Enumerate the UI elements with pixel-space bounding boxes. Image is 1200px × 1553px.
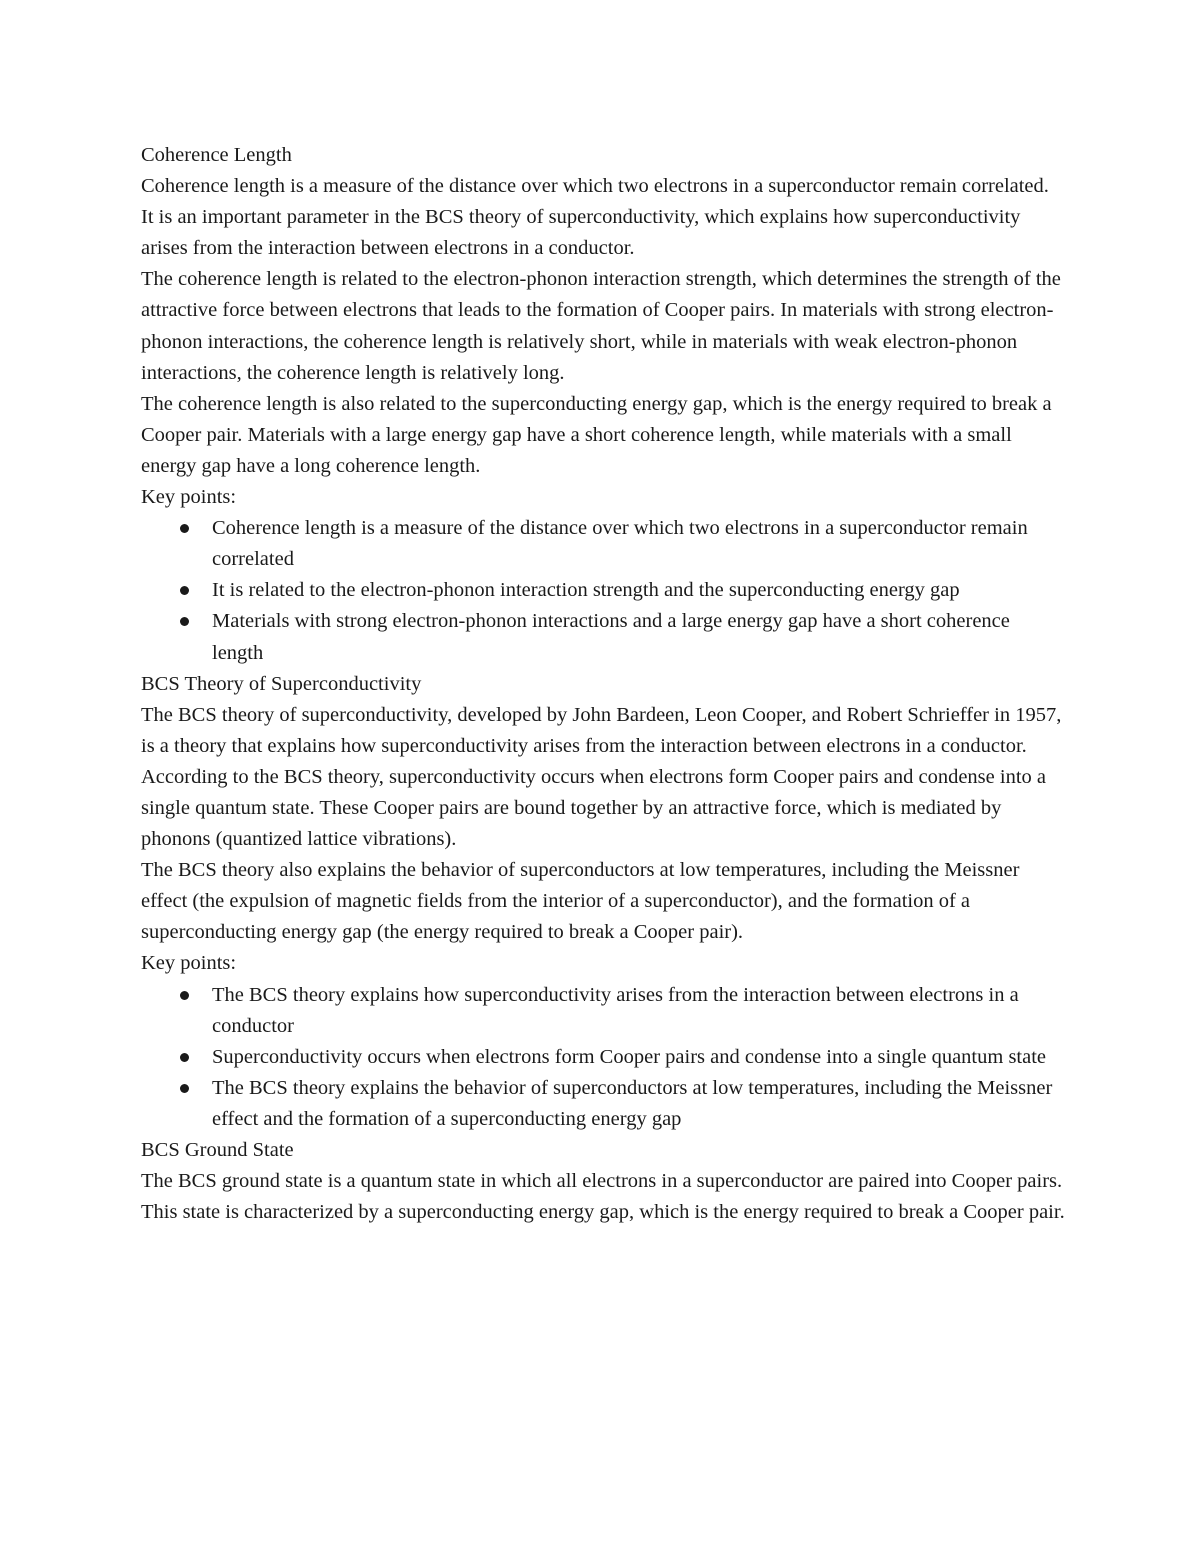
section-heading-bcs-theory: BCS Theory of Superconductivity (141, 672, 422, 695)
paragraph: The coherence length is related to the electron-phonon interaction strength, which determines the strength of the attractive force between electrons that leads to the formation of Cooper pairs. In materials with strong electron-phonon interactions, the coherence length is relatively short, while in materials with weak electron-phonon interactions, the coherence length is relatively long. (141, 268, 1061, 384)
document-body (141, 140, 1066, 1228)
key-points-label: Key points: (141, 486, 237, 509)
paragraph: The BCS theory of superconductivity, developed by John Bardeen, Leon Cooper, and Robert Schrieffer in 1957, is a theory that explains how superconductivity arises from the interaction between electrons in a conductor. (141, 703, 1062, 757)
list-item (212, 606, 1066, 668)
list-item-text: Superconductivity occurs when electrons form Cooper pairs and condense into a single quantum state (212, 1045, 1047, 1068)
list-item-text: It is related to the electron-phonon interaction strength and the superconducting energy gap (212, 579, 960, 602)
list-item-text: Materials with strong electron-phonon interactions and a large energy gap have a short coherence length (212, 610, 1010, 664)
list-item (212, 513, 1066, 575)
paragraph: The coherence length is also related to the superconducting energy gap, which is the energy required to break a Cooper pair. Materials with a large energy gap have a short coherence length, while materials with a small energy gap have a long coherence length. (141, 392, 1052, 477)
bullet-icon (180, 1053, 189, 1062)
section-heading-coherence-length: Coherence Length (141, 144, 292, 166)
section-heading-bcs-ground-state: BCS Ground State (141, 1139, 294, 1161)
list-item-text: Coherence length is a measure of the distance over which two electrons in a superconductor remain correlated (212, 517, 1028, 571)
paragraph: The BCS ground state is a quantum state in which all electrons in a superconductor are paired into Cooper pairs. This state is characterized by a superconducting energy gap, which is the energy required to break a Cooper pair. (141, 1170, 1065, 1224)
paragraph: The BCS theory also explains the behavior of superconductors at low temperatures, including the Meissner effect (the expulsion of magnetic fields from the interior of a superconductor), and the formation of a superconducting energy gap (the energy required to break a Cooper pair). (141, 859, 1020, 944)
list-item (212, 575, 1066, 606)
list-item (212, 1042, 1066, 1073)
bullet-icon (180, 524, 189, 533)
bullet-icon (180, 991, 189, 1000)
key-points-list (141, 980, 1066, 1135)
key-points-list (141, 513, 1066, 668)
list-item-text: The BCS theory explains the behavior of superconductors at low temperatures, including the Meissner effect and the formation of a superconducting energy gap (212, 1076, 1053, 1130)
bullet-icon (180, 1084, 189, 1093)
list-item (212, 1073, 1066, 1135)
bullet-icon (180, 586, 189, 595)
key-points-label: Key points: (141, 952, 237, 975)
bullet-icon (180, 617, 189, 626)
list-item (212, 980, 1066, 1042)
list-item-text: The BCS theory explains how superconductivity arises from the interaction between electrons in a conductor (212, 983, 1019, 1037)
paragraph: According to the BCS theory, superconductivity occurs when electrons form Cooper pairs and condense into a single quantum state. These Cooper pairs are bound together by an attractive force, which is mediated by phonons (quantized lattice vibrations). (141, 765, 1046, 851)
paragraph: Coherence length is a measure of the distance over which two electrons in a superconductor remain correlated. It is an important parameter in the BCS theory of superconductivity, which explains how superconductivity arises from the interaction between electrons in a conductor. (141, 175, 1049, 260)
